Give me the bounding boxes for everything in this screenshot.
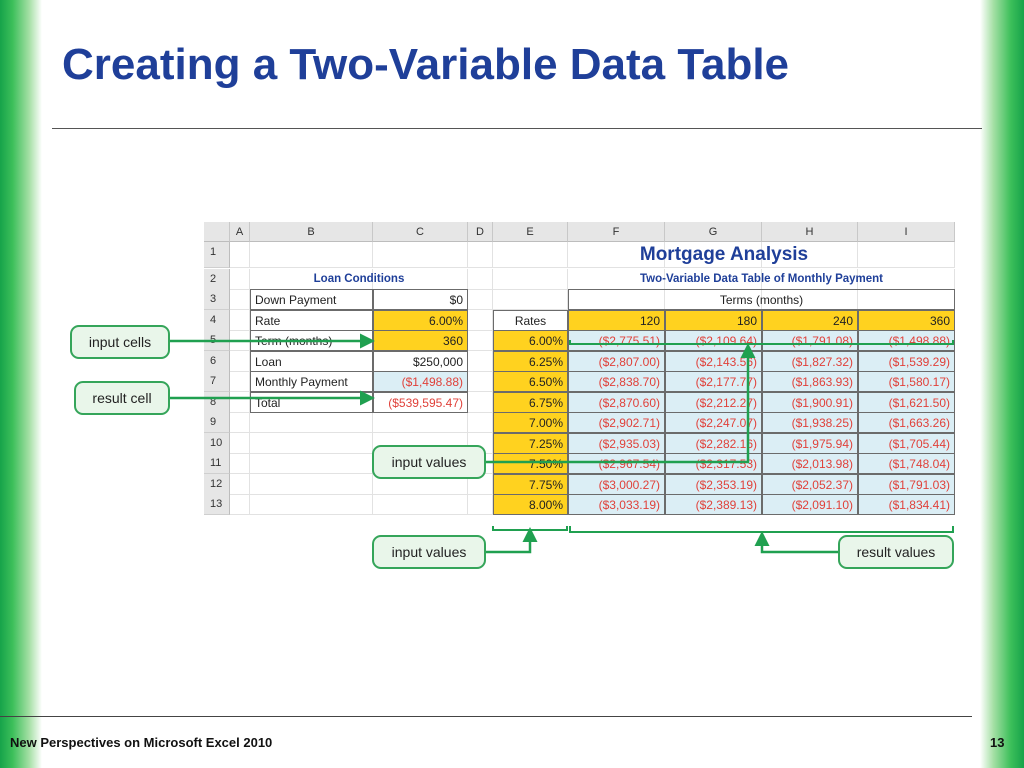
rate-input-value[interactable]: 6.00% [493, 330, 568, 351]
result-value[interactable]: ($2,389.13) [665, 494, 762, 515]
result-value[interactable]: ($3,000.27) [568, 474, 665, 495]
result-value[interactable]: ($2,091.10) [762, 494, 858, 515]
grid-cell[interactable] [250, 242, 373, 268]
mortgage-analysis-title: Mortgage Analysis [639, 244, 809, 265]
callout-result-values: result values [838, 535, 954, 569]
result-value[interactable]: ($1,705.44) [858, 433, 955, 454]
result-value[interactable]: ($1,863.93) [762, 371, 858, 392]
callout-input-values-rates: input values [372, 535, 486, 569]
column-header-i[interactable]: I [858, 222, 955, 242]
rate-input-value[interactable]: 7.75% [493, 474, 568, 495]
result-value[interactable]: ($1,621.50) [858, 392, 955, 413]
grid-cell[interactable] [468, 494, 493, 515]
term-input-value[interactable]: 240 [762, 310, 858, 331]
arrow-result-values [762, 534, 838, 552]
loan-label: Loan [250, 351, 373, 372]
grid-cell[interactable] [230, 269, 250, 290]
slide-title: Creating a Two-Variable Data Table [62, 40, 790, 89]
rate-input-value[interactable]: 8.00% [493, 494, 568, 515]
grid-cell[interactable] [250, 412, 373, 433]
rate-input-value[interactable]: 6.25% [493, 351, 568, 372]
grid-cell[interactable] [230, 412, 250, 433]
row-header[interactable]: 8 [204, 392, 230, 413]
column-header-e[interactable]: E [493, 222, 568, 242]
row-header[interactable]: 11 [204, 453, 230, 474]
grid-cell[interactable] [230, 474, 250, 495]
result-value[interactable]: ($2,212.27) [665, 392, 762, 413]
result-value[interactable]: ($2,807.00) [568, 351, 665, 372]
loan-value[interactable]: ($1,498.88) [373, 371, 468, 392]
loan-value[interactable]: 6.00% [373, 310, 468, 331]
brace-rates [493, 526, 567, 530]
loan-value[interactable]: $0 [373, 289, 468, 310]
result-value[interactable]: ($1,580.17) [858, 371, 955, 392]
term-input-value[interactable]: 180 [665, 310, 762, 331]
loan-value[interactable]: $250,000 [373, 351, 468, 372]
result-value[interactable]: ($1,938.25) [762, 412, 858, 433]
grid-cell[interactable] [250, 474, 373, 495]
callout-input-values-terms: input values [372, 445, 486, 479]
row-header[interactable]: 6 [204, 351, 230, 372]
grid-cell[interactable] [468, 310, 493, 331]
loan-value[interactable]: ($539,595.47) [373, 392, 468, 413]
callout-input-cells: input cells [70, 325, 170, 359]
grid-cell[interactable] [230, 392, 250, 413]
result-value[interactable]: ($2,177.77) [665, 371, 762, 392]
page-number: 13 [990, 735, 1005, 750]
loan-value[interactable]: 360 [373, 330, 468, 351]
result-value[interactable]: ($1,834.41) [858, 494, 955, 515]
result-value[interactable]: ($1,827.32) [762, 351, 858, 372]
grid-cell[interactable] [230, 289, 250, 310]
loan-label: Rate [250, 310, 373, 331]
grid-cell[interactable] [250, 453, 373, 474]
result-value[interactable]: ($1,663.26) [858, 412, 955, 433]
row-header[interactable]: 1 [204, 242, 230, 268]
grid-cell[interactable] [230, 310, 250, 331]
grid-cell[interactable] [230, 494, 250, 515]
row-header[interactable]: 5 [204, 330, 230, 351]
row-header[interactable]: 13 [204, 494, 230, 515]
result-value[interactable]: ($2,247.07) [665, 412, 762, 433]
terms-label: Terms (months) [568, 289, 955, 310]
data-table-header: Two-Variable Data Table of Monthly Payment [639, 273, 884, 285]
grid-cell[interactable] [468, 330, 493, 351]
row-header[interactable]: 10 [204, 433, 230, 454]
result-value[interactable]: ($2,775.51) [568, 330, 665, 351]
column-header-b[interactable]: B [250, 222, 373, 242]
column-header-c[interactable]: C [373, 222, 468, 242]
loan-conditions-header: Loan Conditions [313, 273, 405, 285]
result-value[interactable]: ($2,317.53) [665, 453, 762, 474]
title-divider [52, 128, 982, 129]
grid-cell[interactable] [230, 330, 250, 351]
column-header-d[interactable]: D [468, 222, 493, 242]
result-value[interactable]: ($2,902.71) [568, 412, 665, 433]
result-value[interactable]: ($2,282.16) [665, 433, 762, 454]
grid-cell[interactable] [230, 453, 250, 474]
grid-cell[interactable] [468, 289, 493, 310]
grid-cell[interactable] [468, 269, 493, 290]
rate-input-value[interactable]: 6.75% [493, 392, 568, 413]
result-value[interactable]: ($1,791.03) [858, 474, 955, 495]
grid-cell[interactable] [373, 494, 468, 515]
row-header[interactable]: 7 [204, 371, 230, 392]
left-green-border [0, 0, 42, 768]
rate-input-value[interactable]: 6.50% [493, 371, 568, 392]
rate-input-value[interactable]: 7.00% [493, 412, 568, 433]
footer-divider [0, 716, 972, 717]
result-value[interactable]: ($1,539.29) [858, 351, 955, 372]
callout-result-cell: result cell [74, 381, 170, 415]
result-value[interactable]: ($2,143.56) [665, 351, 762, 372]
loan-label: Monthly Payment [250, 371, 373, 392]
brace-results [570, 526, 953, 532]
grid-cell[interactable] [373, 242, 468, 268]
row-header[interactable]: 9 [204, 412, 230, 433]
arrow-input-values-rates [486, 530, 530, 552]
loan-label: Total [250, 392, 373, 413]
result-value[interactable]: ($2,013.98) [762, 453, 858, 474]
result-value[interactable]: ($3,033.19) [568, 494, 665, 515]
grid-cell[interactable] [230, 242, 250, 268]
right-green-border [980, 0, 1024, 768]
column-header-f[interactable]: F [568, 222, 665, 242]
footer-text: New Perspectives on Microsoft Excel 2010 [10, 735, 273, 750]
select-all-corner[interactable] [204, 222, 230, 242]
row-header[interactable]: 4 [204, 310, 230, 331]
grid-cell[interactable] [230, 351, 250, 372]
row-header[interactable]: 12 [204, 474, 230, 495]
result-value[interactable]: ($1,791.08) [762, 330, 858, 351]
result-value[interactable]: ($1,975.94) [762, 433, 858, 454]
rate-input-value[interactable]: 7.50% [493, 453, 568, 474]
row-header[interactable]: 2 [204, 269, 230, 290]
grid-cell[interactable] [250, 433, 373, 454]
rate-input-value[interactable]: 7.25% [493, 433, 568, 454]
rates-label: Rates [493, 310, 568, 331]
result-value[interactable]: ($2,935.03) [568, 433, 665, 454]
result-value[interactable]: ($2,870.60) [568, 392, 665, 413]
term-input-value[interactable]: 120 [568, 310, 665, 331]
grid-cell[interactable] [468, 371, 493, 392]
grid-cell[interactable] [493, 269, 568, 290]
result-value[interactable]: ($2,353.19) [665, 474, 762, 495]
grid-cell[interactable] [468, 392, 493, 413]
term-input-value[interactable]: 360 [858, 310, 955, 331]
result-value[interactable]: ($1,748.04) [858, 453, 955, 474]
grid-cell[interactable] [468, 412, 493, 433]
grid-cell[interactable] [373, 412, 468, 433]
grid-cell[interactable] [230, 371, 250, 392]
result-value[interactable]: ($1,900.91) [762, 392, 858, 413]
result-value[interactable]: ($2,838.70) [568, 371, 665, 392]
column-header-h[interactable]: H [762, 222, 858, 242]
row-header[interactable]: 3 [204, 289, 230, 310]
grid-cell[interactable] [493, 289, 568, 310]
result-value[interactable]: ($2,967.54) [568, 453, 665, 474]
result-value[interactable]: ($2,052.37) [762, 474, 858, 495]
column-header-a[interactable]: A [230, 222, 250, 242]
column-header-g[interactable]: G [665, 222, 762, 242]
grid-cell[interactable] [468, 242, 493, 268]
loan-label: Down Payment [250, 289, 373, 310]
loan-label: Term (months) [250, 330, 373, 351]
grid-cell[interactable] [468, 351, 493, 372]
result-value[interactable]: ($1,498.88) [858, 330, 955, 351]
grid-cell[interactable] [230, 433, 250, 454]
result-value[interactable]: ($2,109.64) [665, 330, 762, 351]
grid-cell[interactable] [250, 494, 373, 515]
